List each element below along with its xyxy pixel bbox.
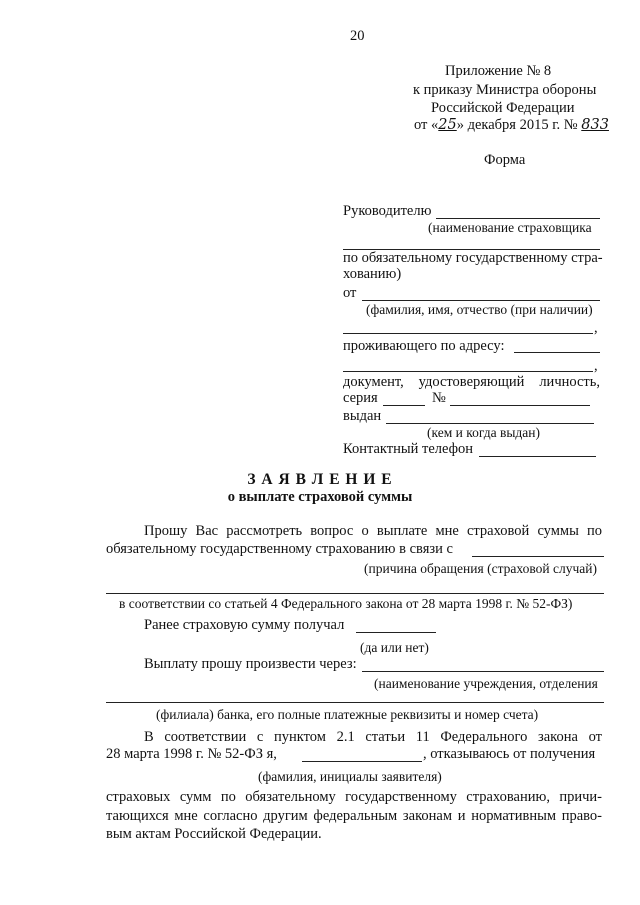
address-line-2[interactable]	[343, 371, 593, 372]
payment-line[interactable]	[362, 671, 604, 672]
law-line: в соответствии со статьей 4 Федерального закона от 28 марта 1998 г. № 52-ФЗ)	[119, 596, 573, 611]
form-label: Форма	[484, 152, 526, 168]
bank-hint-2: (филиала) банка, его полные платежные реквизиты и номер счета)	[156, 707, 539, 722]
insurer-line[interactable]	[436, 218, 600, 219]
handwritten-day: 25	[438, 117, 457, 133]
date-mid: » декабря 2015 г. №	[456, 117, 578, 133]
issued-label: выдан	[343, 408, 382, 424]
earlier-line[interactable]	[356, 632, 436, 633]
p3-line-1: страховых сумм по обязательному государственному страхованию, причи-	[106, 789, 602, 805]
issued-line[interactable]	[386, 423, 594, 424]
phone-label: Контактный телефон	[343, 441, 474, 457]
p3-line-3: вым актам Российской Федерации.	[106, 826, 322, 842]
appendix-line-3: Российской Федерации	[431, 100, 575, 116]
phone-line[interactable]	[479, 456, 596, 457]
comma-2: ,	[594, 358, 598, 374]
appendix-date	[414, 117, 609, 134]
handwritten-order-number: 833	[581, 117, 609, 133]
name-line-2[interactable]	[343, 333, 593, 334]
statement-title: З А Я В Л Е Н И Е	[247, 471, 393, 488]
number-label: №	[432, 390, 446, 406]
insurer-cont-2: хованию)	[343, 266, 402, 282]
earlier-label: Ранее страховую сумму получал	[144, 617, 345, 633]
address-line[interactable]	[514, 352, 600, 353]
comma-1: ,	[594, 320, 598, 336]
doc-number-line[interactable]	[450, 405, 590, 406]
p1-line-2: обязательному государственному страхованию в связи с	[106, 541, 453, 557]
reason-hint: (причина обращения (страховой случай)	[364, 561, 597, 576]
appendix-line-1: Приложение № 8	[445, 63, 552, 79]
yes-no-hint: (да или нет)	[360, 640, 429, 655]
p3-line-2: тающихся мне согласно другим федеральным законам и нормативным право-	[106, 808, 602, 824]
from-label: от	[343, 285, 357, 301]
statement-subtitle: о выплате страховой суммы	[227, 489, 413, 505]
appendix-line-2: к приказу Министра обороны	[413, 82, 597, 98]
insurer-cont-1: по обязательному государственному стра-	[343, 250, 603, 266]
document-line: документ, удостоверяющий личность,	[343, 374, 600, 390]
page-number: 20	[350, 28, 365, 44]
bank-hint-1: (наименование учреждения, отделения	[374, 676, 598, 691]
initials-line[interactable]	[302, 761, 422, 762]
address-label: проживающего по адресу:	[343, 338, 505, 354]
p1-line-1: Прошу Вас рассмотреть вопрос о выплате мне страховой суммы по	[144, 523, 602, 539]
payment-label: Выплату прошу произвести через:	[144, 656, 357, 672]
name-hint: (фамилия, имя, отчество (при наличии)	[366, 302, 593, 317]
head-label: Руководителю	[343, 203, 432, 219]
from-name-line[interactable]	[362, 300, 600, 301]
issued-hint: (кем и когда выдан)	[427, 425, 540, 440]
reason-line-2[interactable]	[106, 593, 604, 594]
insurer-hint: (наименование страховщика	[428, 220, 592, 235]
p2-line-2-b: , отказываюсь от получения	[423, 746, 596, 762]
date-prefix: от «	[414, 117, 439, 133]
payment-line-2[interactable]	[106, 702, 604, 703]
p2-line-1: В соответствии с пунктом 2.1 статьи 11 Федерального закона от	[144, 729, 602, 745]
series-label: серия	[343, 390, 378, 406]
series-line[interactable]	[383, 405, 425, 406]
p2-line-2-a: 28 марта 1998 г. № 52-ФЗ я,	[106, 746, 277, 762]
initials-hint: (фамилия, инициалы заявителя)	[258, 769, 442, 784]
reason-line[interactable]	[472, 556, 604, 557]
